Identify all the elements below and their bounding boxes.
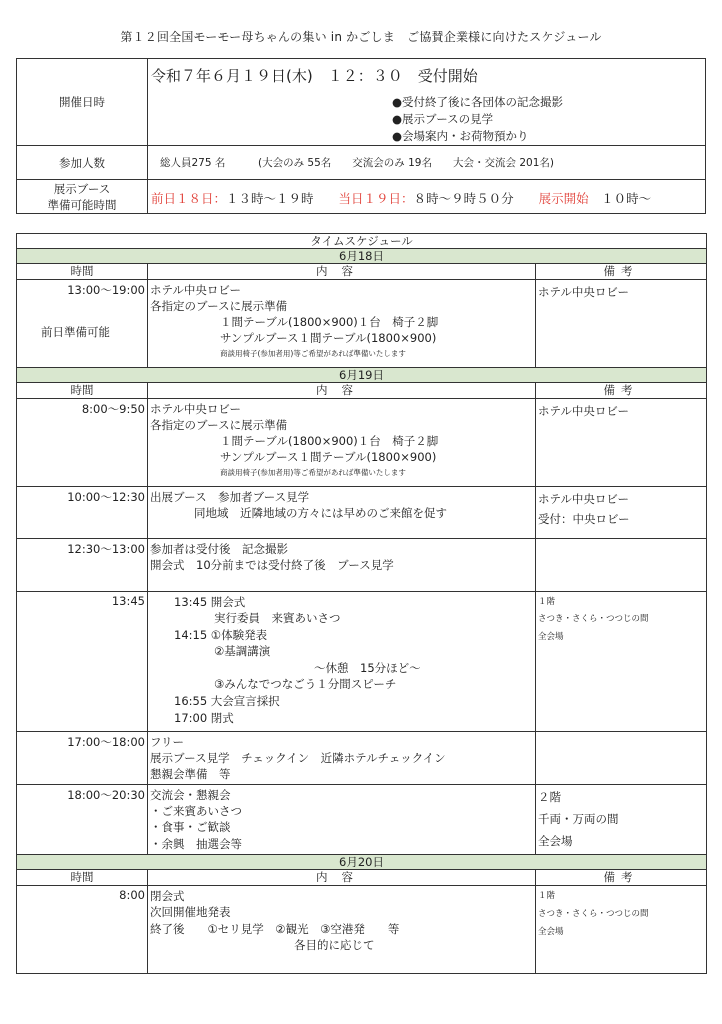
date-item: ●会場案内・お荷物預かり: [392, 129, 529, 143]
time-value: 10:00〜12:30: [67, 490, 145, 504]
remark-line: ホテル中央ロビー: [538, 285, 629, 299]
booth-times: [151, 189, 651, 207]
time-schedule-table: [16, 233, 707, 974]
booth-label-line1: 展示ブース: [53, 181, 111, 196]
date-label: 開催日時: [17, 59, 148, 146]
remark-line: 受付：中央ロビー: [538, 512, 630, 526]
content-line: 13:45 開会式: [174, 595, 246, 609]
time-cell: [17, 785, 148, 855]
time-cell: [17, 886, 148, 974]
content-line: ・食事・ご歓談: [150, 820, 231, 834]
remark-line: １階: [538, 891, 556, 901]
header-content: 内容: [148, 383, 536, 399]
remark-line: 千両・万両の間: [538, 812, 619, 826]
table-row: [17, 732, 707, 785]
schedule-title: タイムスケジュール: [17, 234, 707, 249]
content-line: ホテル中央ロビー: [150, 402, 241, 416]
remarks-cell: [536, 592, 707, 732]
header-time: 時間: [17, 264, 148, 280]
content-line: １間テーブル(1800×900)１台 椅子２脚: [220, 434, 439, 448]
participants-total: 総人員275 名: [160, 157, 226, 169]
content-line: 16:55 大会宣言採択: [174, 694, 280, 708]
content-line: ホテル中央ロビー: [150, 283, 241, 297]
content-line: フリー: [150, 735, 185, 749]
content-line: 各目的に応じて: [294, 938, 375, 952]
content-line: ③みんなでつなごう１分間スピーチ: [214, 677, 397, 691]
remark-line: 全会場: [538, 927, 564, 937]
header-time: 時間: [17, 383, 148, 399]
content-line: 出展ブース 参加者ブース見学: [150, 490, 310, 504]
time-value: 13:45: [111, 594, 145, 608]
header-content: 内容: [148, 264, 536, 280]
content-line: 懇親会準備 等: [150, 767, 231, 781]
content-line: 〜休憩 15分ほど〜: [314, 661, 421, 675]
time-value: 17:00〜18:00: [67, 735, 145, 749]
content-line: 各指定のブースに展示準備: [150, 299, 288, 313]
remarks-cell: [536, 539, 707, 592]
time-value: 18:00〜20:30: [67, 788, 145, 802]
remark-line: さつき・さくら・つつじの間: [538, 909, 649, 919]
participants-label: 参加人数: [17, 146, 148, 180]
remark-line: ２階: [538, 790, 561, 804]
content-note: 商談用椅子(参加者用)等ご希望があれば準備いたします: [220, 468, 406, 477]
booth-times-cell: [148, 180, 706, 214]
remarks-cell: [536, 280, 707, 368]
time-cell: [17, 280, 148, 368]
remarks-cell: [536, 732, 707, 785]
date-item: ●受付終了後に各団体の記念撮影: [392, 95, 564, 109]
header-content: 内容: [148, 870, 536, 886]
time-cell: [17, 732, 148, 785]
content-line: 開会式 10分前までは受付終了後 ブース見学: [150, 558, 394, 572]
content-line: 14:15 ①体験発表: [174, 628, 268, 642]
time-value: 8:00〜9:50: [81, 402, 145, 416]
same-day-label: 当日１９日：: [338, 191, 414, 206]
header-remarks: 備考: [536, 870, 707, 886]
content-line: 終了後 ①セリ見学 ②観光 ③空港発 等: [150, 922, 400, 936]
content-line: ②基調講演: [214, 644, 271, 658]
time-cell: [17, 592, 148, 732]
content-note: 商談用椅子(参加者用)等ご希望があれば準備いたします: [220, 349, 406, 358]
time-cell: [17, 487, 148, 539]
content-cell: [148, 487, 536, 539]
event-info-table: [16, 58, 706, 214]
open-label: 展示開始: [538, 191, 589, 206]
content-cell: [148, 399, 536, 487]
prev-day-label: 前日１８日：: [151, 191, 227, 206]
date-value: 令和７年６月１９日(木) １２：３０ 受付開始: [151, 67, 478, 85]
content-line: 同地域 近隣地域の方々には早めのご来館を促す: [194, 506, 447, 520]
remark-line: 全会場: [538, 834, 573, 848]
content-line: １間テーブル(1800×900)１台 椅子２脚: [220, 315, 439, 329]
content-line: 閉会式: [150, 889, 185, 903]
table-row: [17, 487, 707, 539]
time-value: 12:30〜13:00: [67, 542, 145, 556]
content-line: 参加者は受付後 記念撮影: [150, 542, 288, 556]
content-line: 各指定のブースに展示準備: [150, 418, 288, 432]
remarks-cell: [536, 785, 707, 855]
page-title: 第１２回全国モーモー母ちゃんの集い in かごしま ご協賛企業様に向けたスケジュール: [120, 30, 602, 44]
remarks-cell: [536, 399, 707, 487]
header-remarks: 備考: [536, 264, 707, 280]
content-line: ・ご来賓あいさつ: [150, 804, 242, 818]
content-line: サンプルブース１間テーブル(1800×900): [220, 450, 437, 464]
booth-label: [17, 180, 148, 214]
time-note: 前日準備可能: [41, 325, 110, 339]
content-cell: [148, 886, 536, 974]
date-row-18: 6月18日: [17, 249, 707, 264]
table-row: [17, 785, 707, 855]
date-item: ●展示ブースの見学: [392, 112, 494, 126]
remark-line: ホテル中央ロビー: [538, 492, 629, 506]
same-day-time: ８時〜９時５０分: [413, 191, 514, 206]
content-line: ・余興 抽選会等: [150, 837, 242, 851]
participants-cell: [148, 146, 706, 180]
content-cell: [148, 732, 536, 785]
remark-line: １階: [538, 597, 556, 607]
table-row: [17, 280, 707, 368]
participants-breakdown: (大会のみ 55名 交流会のみ 19名 大会・交流会 201名): [258, 157, 554, 169]
content-cell: [148, 592, 536, 732]
content-line: サンプルブース１間テーブル(1800×900): [220, 331, 437, 345]
table-row: [17, 886, 707, 974]
content-cell: [148, 280, 536, 368]
table-row: [17, 539, 707, 592]
table-row: [17, 592, 707, 732]
content-line: 次回開催地発表: [150, 905, 231, 919]
content-line: 実行委員 来賓あいさつ: [214, 611, 341, 625]
prev-day-time: １３時〜１９時: [226, 191, 314, 206]
header-remarks: 備考: [536, 383, 707, 399]
open-time: １０時〜: [601, 191, 652, 206]
time-cell: [17, 539, 148, 592]
remark-line: さつき・さくら・つつじの間: [538, 614, 649, 624]
date-row-20: 6月20日: [17, 855, 707, 870]
date-row-19: 6月19日: [17, 368, 707, 383]
booth-label-line2: 準備可能時間: [47, 197, 117, 212]
content-cell: [148, 785, 536, 855]
time-value: 8:00: [119, 888, 145, 902]
content-line: 交流会・懇親会: [150, 788, 231, 802]
time-value: 13:00〜19:00: [67, 283, 145, 297]
content-cell: [148, 539, 536, 592]
remarks-cell: [536, 886, 707, 974]
date-cell: [148, 59, 706, 146]
time-cell: [17, 399, 148, 487]
table-row: [17, 399, 707, 487]
header-time: 時間: [17, 870, 148, 886]
remark-line: ホテル中央ロビー: [538, 404, 629, 418]
remark-line: 全会場: [538, 632, 564, 642]
content-line: 展示ブース見学 チェックイン 近隣ホテルチェックイン: [150, 751, 446, 765]
content-line: 17:00 閉式: [174, 711, 234, 725]
remarks-cell: [536, 487, 707, 539]
